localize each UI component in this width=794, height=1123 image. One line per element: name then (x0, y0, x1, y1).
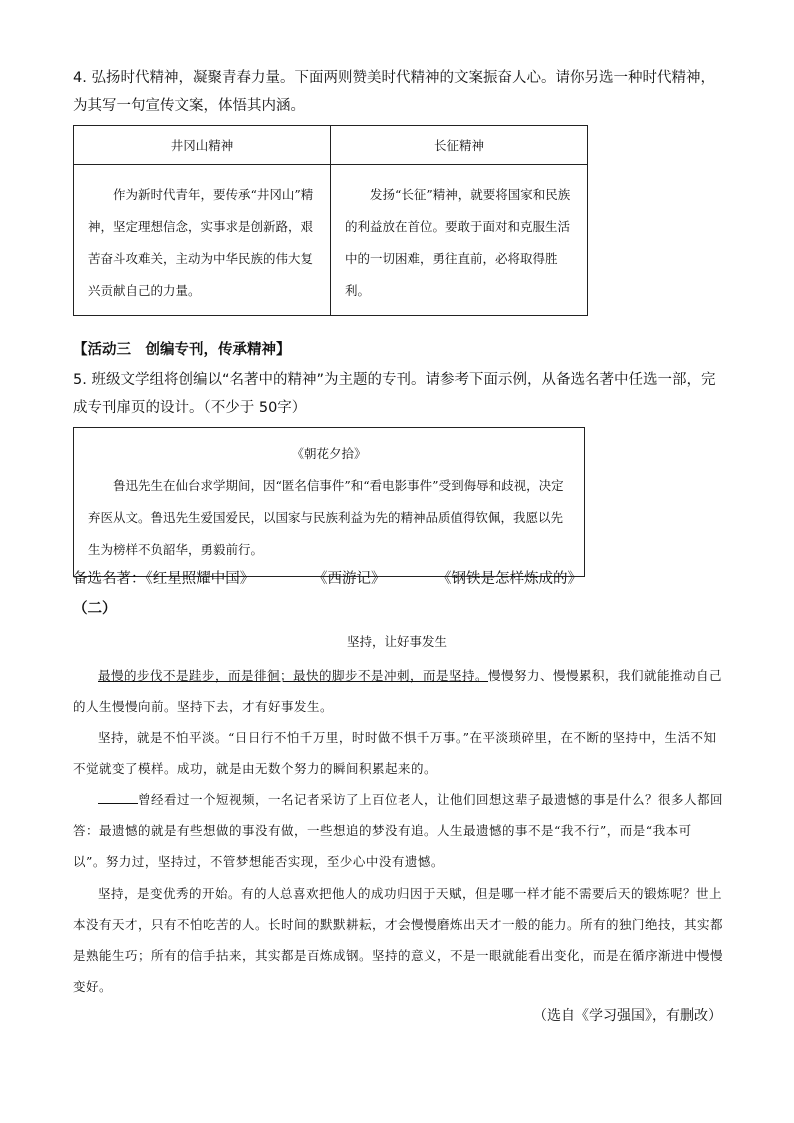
table-cell-jinggangshan: 作为新时代青年，要传承“井冈山”精神，坚定理想信念，实事求是创新路，艰苦奋斗攻难关，主动为中华民族的伟大复兴贡献自己的力量。 (74, 165, 331, 316)
table-cell-changzheng: 发扬“长征”精神，就要将国家和民族的利益放在首位。要敢于面对和克服生活中的一切困难，勇往直前，必将取得胜利。 (331, 165, 588, 316)
table-header-changzheng: 长征精神 (331, 126, 588, 165)
question-5: 5. 班级文学组将创编以“名著中的精神”为主题的专刊。请参考下面示例，从备选名著中任选一部，完成专刊扉页的设计。（不少于 50字） (73, 372, 716, 416)
book-option-c: 《钢铁是怎样炼成的》 (437, 571, 582, 587)
example-body: 鲁迅先生在仙台求学期间，因“匿名信事件”和“看电影事件”受到侮辱和歧视，决定弃医从文。鲁迅先生爱国爱民，以国家与民族利益为先的精神品质值得钦佩，我愿以先生为榜样不负韶华，勇毅前行。 (88, 478, 564, 557)
article-paragraph-1 (73, 660, 723, 722)
question-4: 4. 弘扬时代精神，凝聚青春力量。下面两则赞美时代精神的文案振奋人心。请你另选一种时代精神，为其写一句宣传文案，体悟其内涵。 (73, 70, 715, 114)
section-2-label: （二） (73, 601, 117, 617)
paragraph-1-rest: 慢慢努力、慢慢累积，我们就能推动自己的人生慢慢向前。坚持下去，才有好事发生。 (73, 668, 723, 714)
book-option-a: 备选名著：《红星照耀中国》 (73, 571, 255, 587)
example-content (74, 428, 585, 577)
paragraph-3-text: 曾经看过一个短视频，一名记者采访了上百位老人，让他们回想这辈子最遗憾的事是什么？很多人都回答：最遗憾的就是有些想做的事没有做，一些想追的梦没有追。人生最遗憾的事不是“我不行”，而是“我本可以”。努力过，坚持过，不管梦想能否实现，至少心中没有遗憾。 (73, 792, 724, 869)
article-paragraph-2: 坚持，就是不怕平淡。“日日行不怕千万里，时时做不惧千万事。”在平淡琐碎里，在不断的坚持中，生活不知不觉就变了模样。成功，就是由无数个努力的瞬间积累起来的。 (73, 730, 717, 776)
answer-blank[interactable] (98, 791, 138, 804)
book-option-b: 《西游记》 (313, 571, 386, 587)
example-box (73, 427, 585, 577)
article-title: 坚持，让好事发生 (346, 634, 447, 649)
article-source: （选自《学习强国》，有删改） (533, 1008, 722, 1024)
activity-3-heading: 【活动三 创编专刊，传承精神】 (73, 342, 291, 358)
spirit-slogan-table (73, 125, 588, 316)
underlined-sentence: 最慢的步伐不是跬步，而是徘徊；最快的脚步不是冲刺，而是坚持。 (98, 668, 489, 683)
example-title: 《朝花夕拾》 (291, 446, 367, 461)
article-paragraph-3 (73, 784, 723, 877)
table-header-jinggangshan: 井冈山精神 (74, 126, 331, 165)
article-paragraph-4: 坚持，是变优秀的开始。有的人总喜欢把他人的成功归因于天赋，但是哪一样才能不需要后天的锻炼呢？世上本没有天才，只有不怕吃苦的人。长时间的默默耕耘，才会慢慢磨炼出天才一般的能力。所有的独门绝技，其实都是熟能生巧；所有的信手拈来，其实都是百炼成钢。坚持的意义，不是一眼就能看出变化，而是在循序渐进中慢慢变好。 (73, 886, 724, 994)
